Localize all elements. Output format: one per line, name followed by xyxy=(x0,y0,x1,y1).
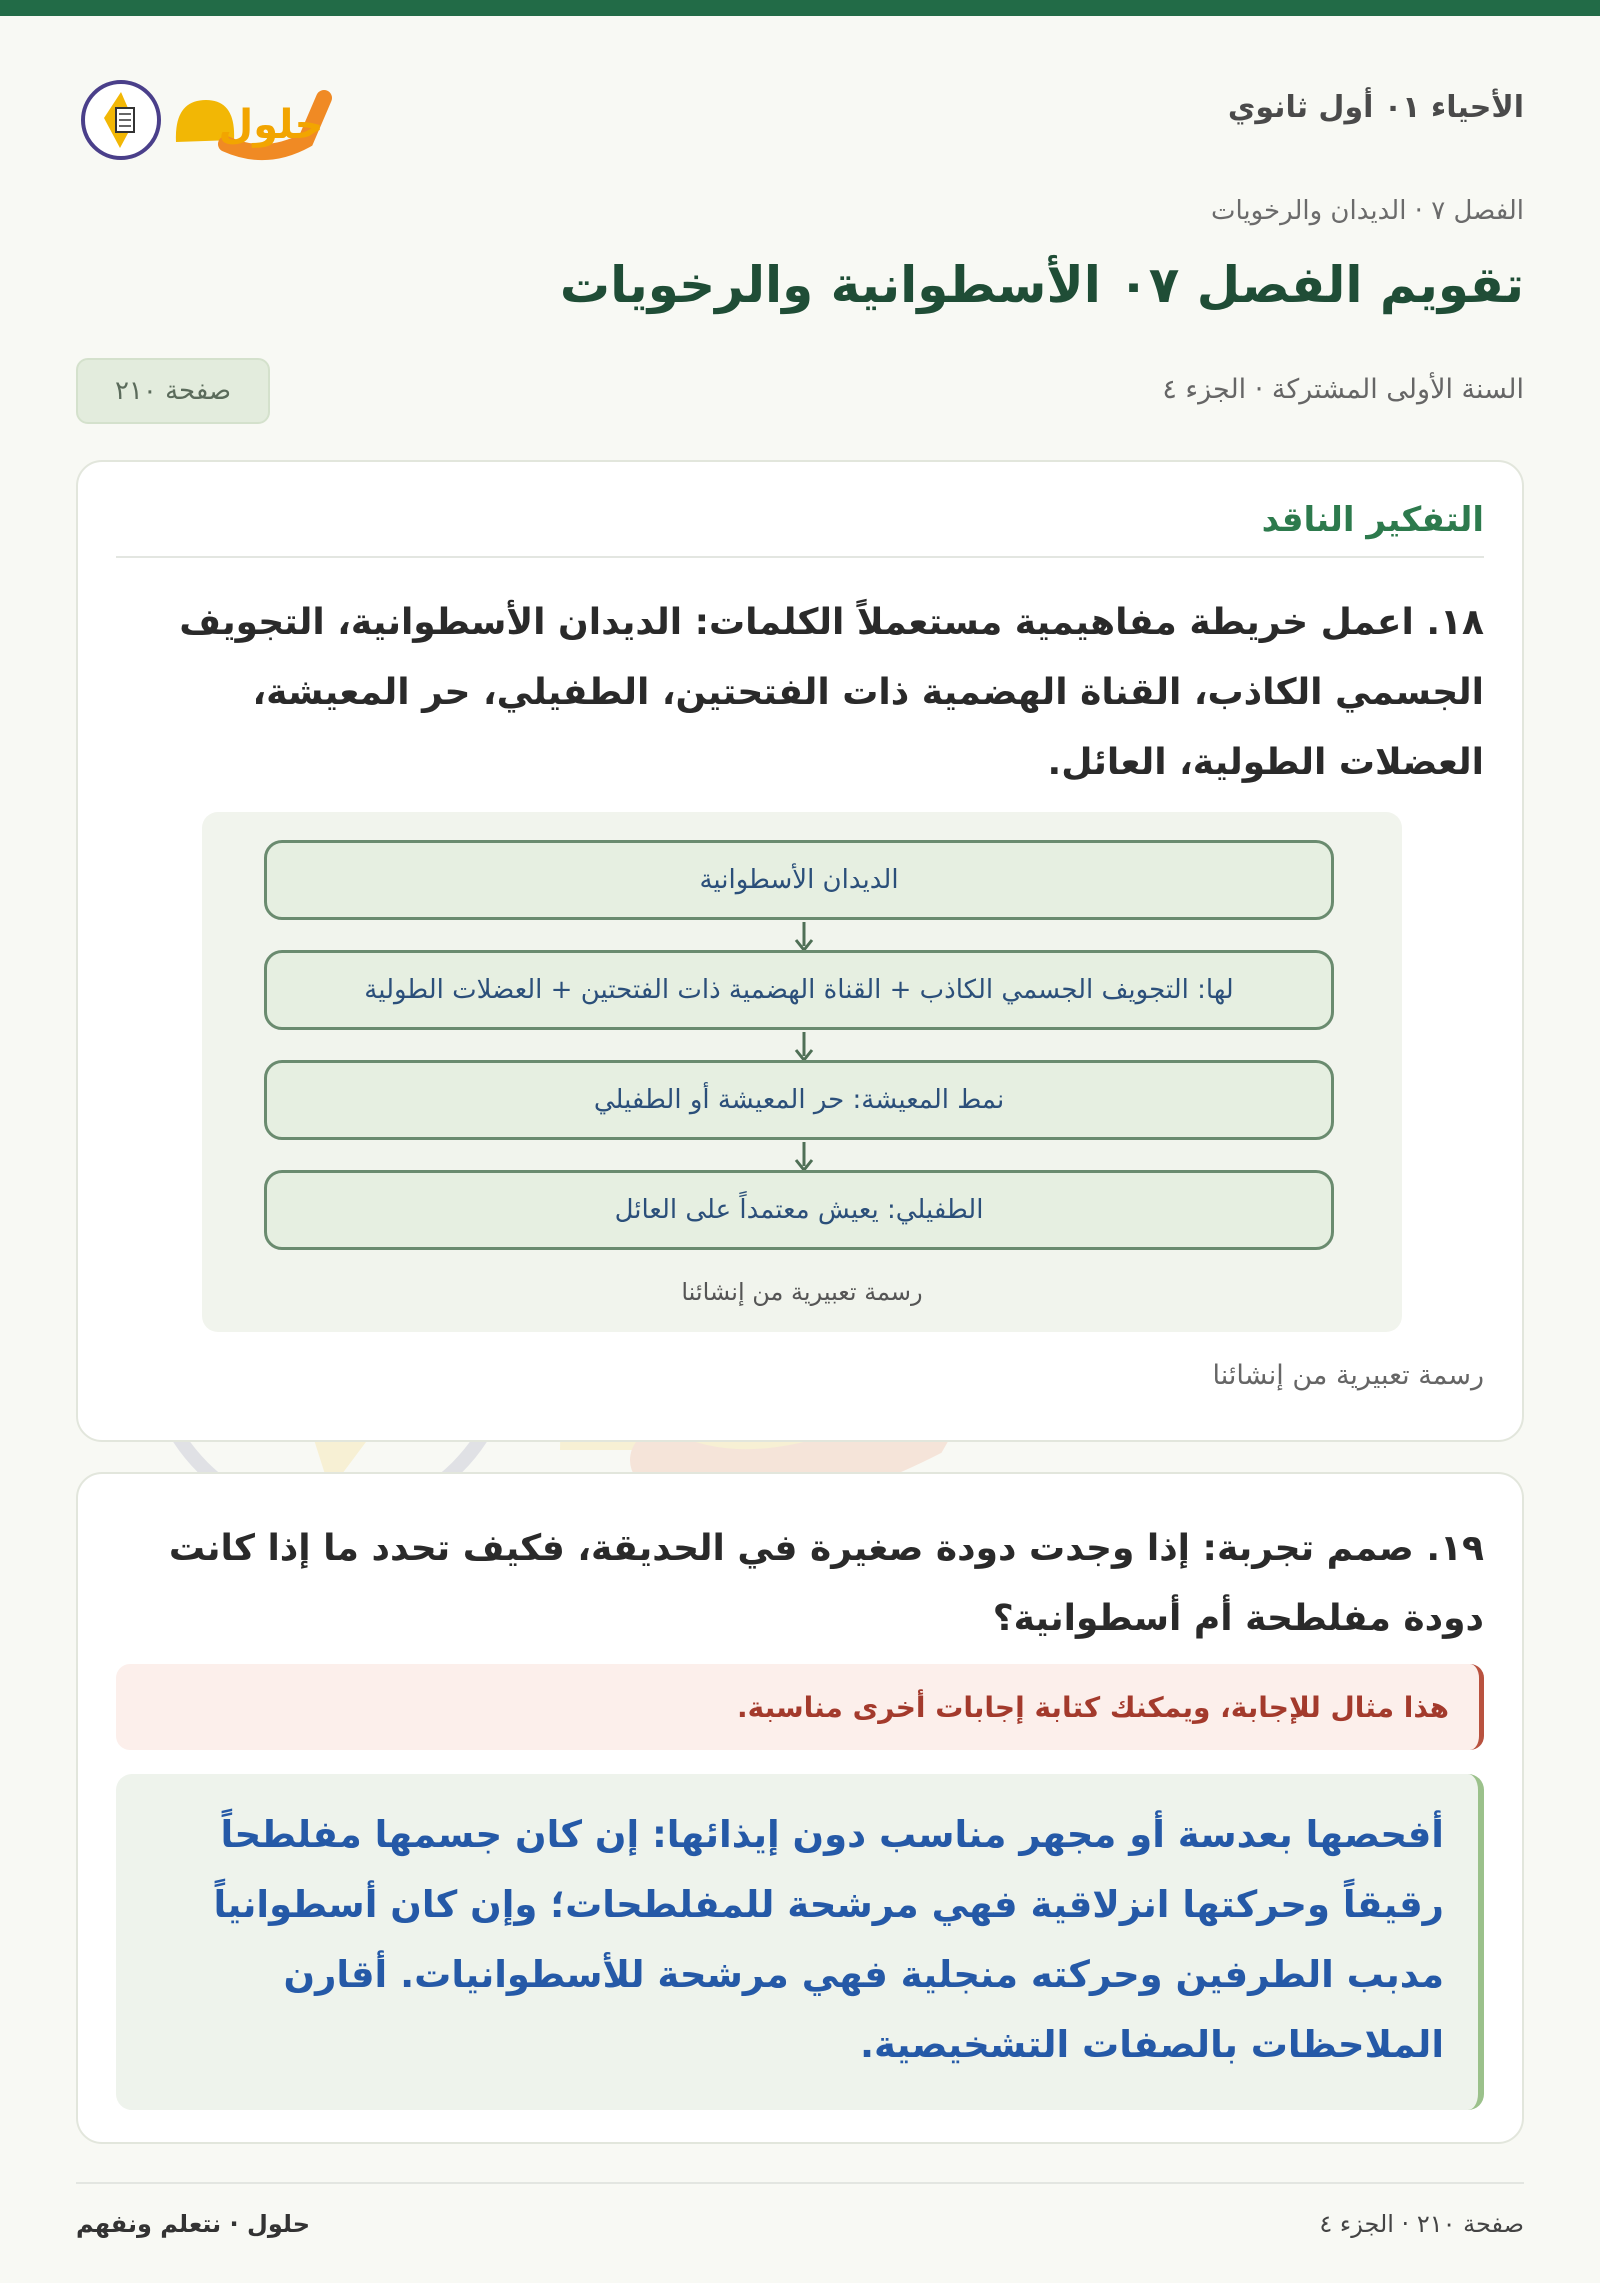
footer-brand: حلول · نتعلم ونفهم xyxy=(76,2210,310,2238)
book-meta: السنة الأولى المشتركة · الجزء ٤ xyxy=(1162,374,1524,405)
arrow-down-icon xyxy=(792,1030,816,1064)
figure-caption: رسمة تعبيرية من إنشائنا xyxy=(1212,1360,1484,1391)
meta-row xyxy=(76,358,1524,424)
top-accent-bar xyxy=(0,0,1600,16)
footer-divider xyxy=(76,2182,1524,2184)
subject-title: الأحياء ٠١ أول ثانوي xyxy=(1227,90,1524,125)
breadcrumb[interactable]: الفصل ٧ · الديدان والرخويات xyxy=(1210,196,1524,226)
diagram-caption: رسمة تعبيرية من إنشائنا xyxy=(681,1278,923,1306)
section-heading: التفكير الناقد xyxy=(116,500,1484,558)
page-number-badge: صفحة ٢١٠ xyxy=(76,358,270,424)
arrow-down-icon xyxy=(792,920,816,954)
concept-node-parasite: الطفيلي: يعيش معتمداً على العائل xyxy=(264,1170,1334,1250)
page-title: تقويم الفصل ٠٧ الأسطوانية والرخويات xyxy=(559,256,1524,314)
concept-node-roundworms: الديدان الأسطوانية xyxy=(264,840,1334,920)
hulool-logo[interactable] xyxy=(76,70,336,170)
question-card-19 xyxy=(76,1472,1524,2144)
question-18: ١٨. اعمل خريطة مفاهيمية مستعملاً الكلمات: الديدان الأسطوانية، التجويف الجسمي الكاذب، القناة الهضمية ذات الفتحتين، الطفيلي، حر المعيشة، العضلات الطولية، العائل. xyxy=(179,602,1484,783)
footer-page-info: صفحة ٢١٠ · الجزء ٤ xyxy=(1319,2210,1524,2238)
concept-map xyxy=(202,812,1402,1332)
concept-node-lifestyle: نمط المعيشة: حر المعيشة أو الطفيلي xyxy=(264,1060,1334,1140)
arrow-down-icon xyxy=(792,1140,816,1174)
answer-text: أفحصها بعدسة أو مجهر مناسب دون إيذائها: إن كان جسمها مفلطحاً رقيقاً وحركتها انزلاقية فهي مرشحة للمفلطحات؛ وإن كان أسطوانياً مدبب الطرفين وحركته منجلية فهي مرشحة للأسطوانيات. أقارن الملاحظات بالصفات التشخيصية. xyxy=(116,1774,1484,2110)
concept-node-features: لها: التجويف الجسمي الكاذب + القناة الهضمية ذات الفتحتين + العضلات الطولية xyxy=(264,950,1334,1030)
page-header xyxy=(76,60,1524,170)
question-19: ١٩. صمم تجربة: إذا وجدت دودة صغيرة في الحديقة، فكيف تحدد ما إذا كانت دودة مفلطحة أم أسطوانية؟ xyxy=(168,1528,1484,1639)
question-card-18 xyxy=(76,460,1524,1442)
answer-note: هذا مثال للإجابة، ويمكنك كتابة إجابات أخرى مناسبة. xyxy=(116,1664,1484,1750)
logo-text: حلول xyxy=(218,102,324,148)
